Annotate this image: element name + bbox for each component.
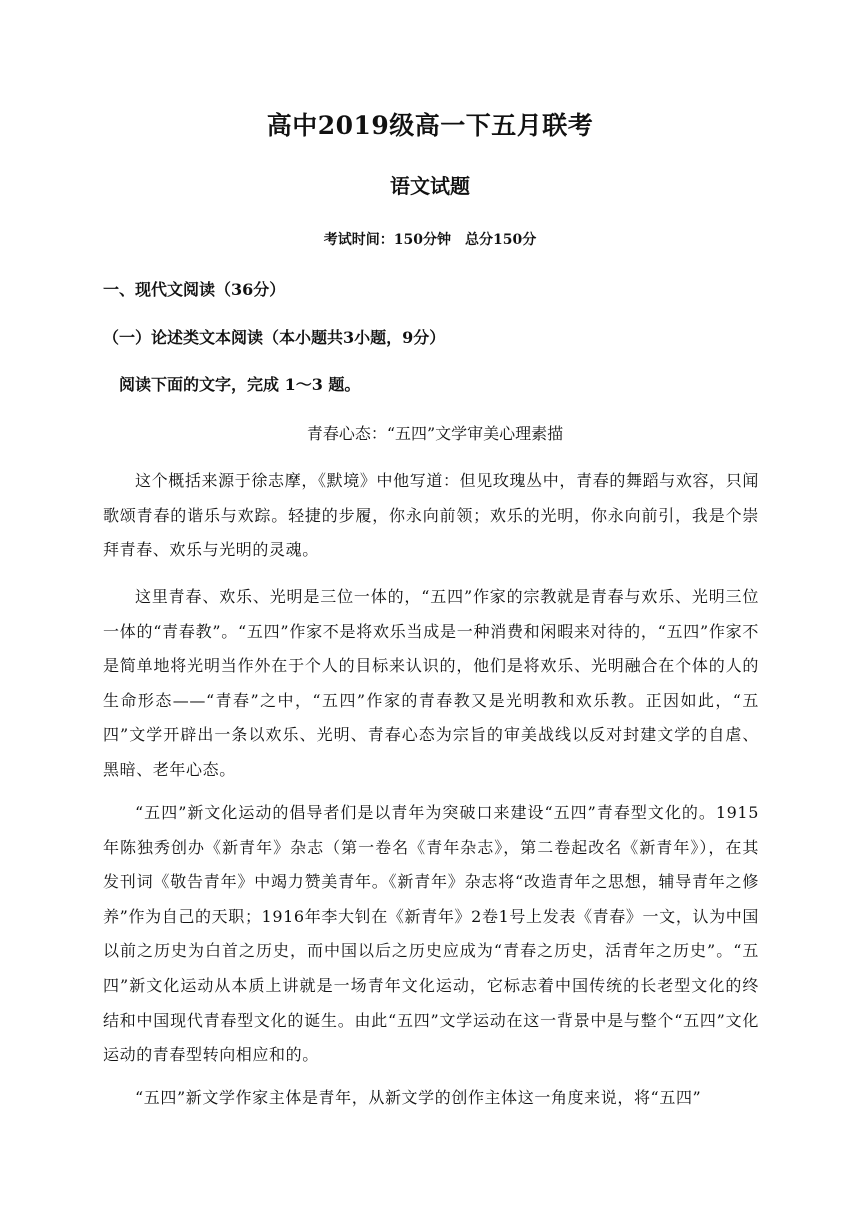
- section-heading: 一、现代文阅读（36分）: [103, 280, 286, 299]
- article-title: 青春心态：“五四”文学审美心理素描: [306, 424, 564, 443]
- article-paragraph-4: “五四”新文学作家主体是青年，从新文学的创作主体这一角度来说，将“五四”: [135, 1088, 702, 1107]
- exam-info: 考试时间：150分钟 总分150分: [323, 232, 537, 248]
- reading-instruction: 阅读下面的文字，完成 1～3 题。: [119, 375, 361, 394]
- article-paragraph-3: “五四”新文化运动的倡导者们是以青年为突破口来建设“五四”青春型文化的。1915 年陈独秀创办《新青年》杂志（第一卷名《青年杂志》，第二卷起改名《新青年》），在其发刊词《敬告青年》中竭力赞美青年。《新青年》杂志将“改造青年之思想，辅导青年之修养”作为自己的天职；1916年李大钊在《新青年》2卷1号上发表《青春》一文，认为中国以前之历史为白首之历史，而中国以后之历史应成为“青春之历史，活青年之历史”。“五四”新文化运动从本质上讲就是一场青年文化运动，它标志着中国传统的长老型文化的终结和中国现代青春型文化的诞生。由此“五四”文学运动在这一背景中是与整个“五四”文化运动的青春型转向相应和的。: [103, 803, 759, 1065]
- exam-subtitle: 语文试题: [390, 174, 470, 198]
- article-paragraph-2: 这里青春、欢乐、光明是三位一体的，“五四”作家的宗教就是青春与欢乐、光明三位一体的“青春教”。“五四”作家不是将欢乐当成是一种消费和闲暇来对待的，“五四”作家不是简单地将光明当作外在于个人的目标来认识的，他们是将欢乐、光明融合在个体的人的生命形态——“青春”之中，“五四”作家的青春教又是光明教和欢乐教。正因如此，“五四”文学开辟出一条以欢乐、光明、青春心态为宗旨的审美战线以反对封建文学的自虐、黑暗、老年心态。: [103, 587, 759, 779]
- article-paragraph-1: 这个概括来源于徐志摩，《默境》中他写道：但见玫瑰丛中，青春的舞蹈与欢容，只闻歌颂青春的谐乐与欢踪。轻捷的步履，你永向前领；欢乐的光明，你永向前引，我是个崇拜青春、欢乐与光明的灵魂。: [103, 471, 759, 560]
- subsection-heading: （一）论述类文本阅读（本小题共3小题，9分）: [103, 328, 446, 347]
- exam-title: 高中2019级高一下五月联考: [266, 111, 594, 140]
